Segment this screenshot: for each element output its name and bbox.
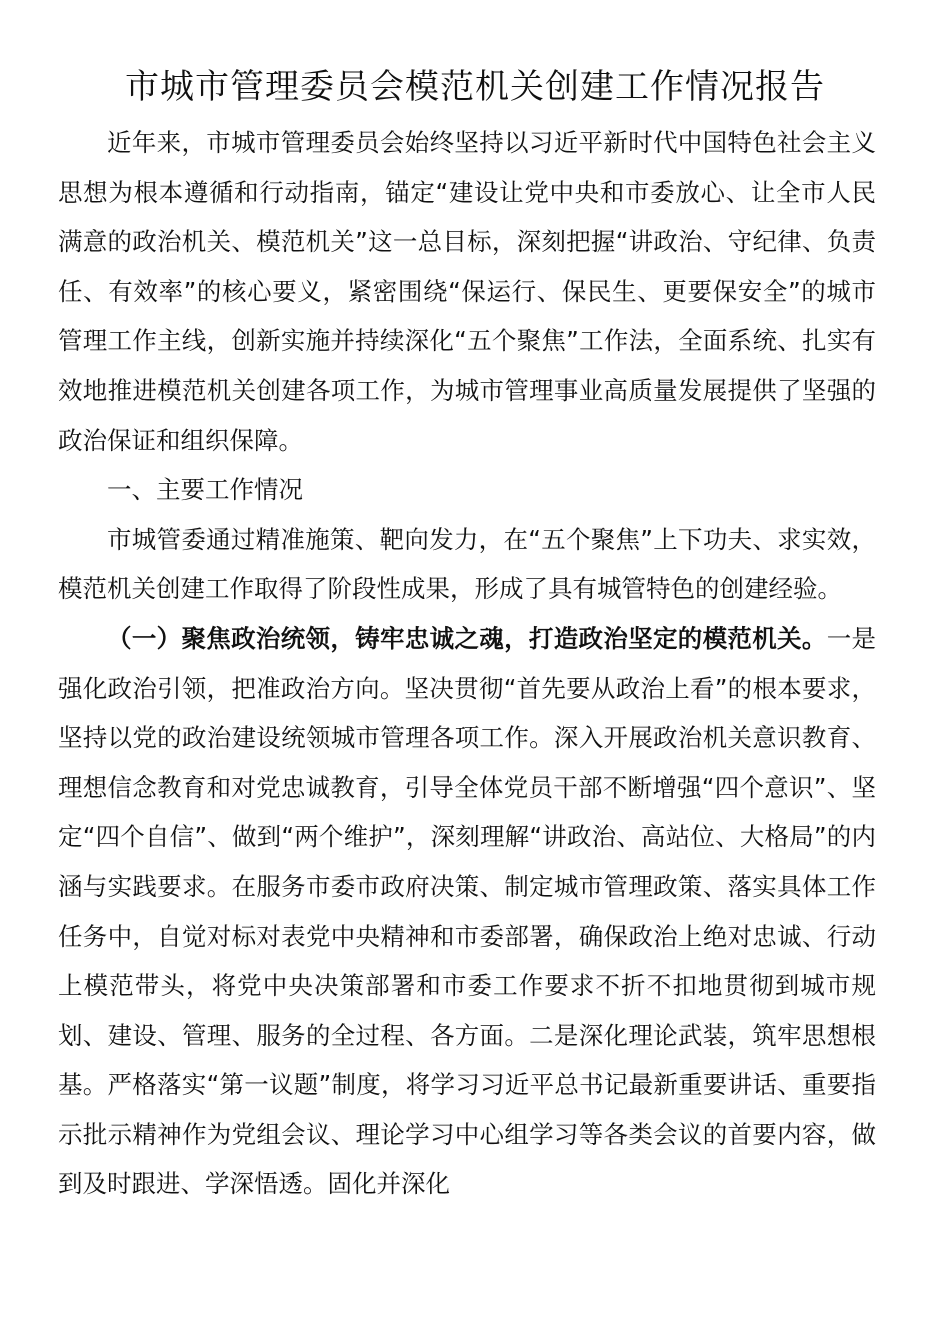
document-body <box>58 118 876 1209</box>
subsection-body: 一是强化政治引领，把准政治方向。坚决贯彻“首先要从政治上看”的根本要求，坚持以党的政治建设统领城市管理各项工作。深入开展政治机关意识教育、理想信念教育和对党忠诚教育，引导全体党员干部不断增强“四个意识”、坚定“四个自信”、做到“两个维护”，深刻理解“讲政治、高站位、大格局”的内涵与实践要求。在服务市委市政府决策、制定城市管理政策、落实具体工作任务中，自觉对标对表党中央精神和市委部署，确保政治上绝对忠诚、行动上模范带头，将党中央决策部署和市委工作要求不折不扣地贯彻到城市规划、建设、管理、服务的全过程、各方面。二是深化理论武装，筑牢思想根基。严格落实“第一议题”制度，将学习习近平总书记最新重要讲话、重要指示批示精神作为党组会议、理论学习中心组学习等各类会议的首要内容，做到及时跟进、学深悟透。固化并深化 <box>58 623 877 1199</box>
section-heading: 一、主要工作情况 <box>107 475 303 505</box>
document-title: 市城市管理委员会模范机关创建工作情况报告 <box>125 67 825 107</box>
intro-paragraph: 近年来，市城市管理委员会始终坚持以习近平新时代中国特色社会主义思想为根本遵循和行动指南，锚定“建设让党中央和市委放心、让全市人民满意的政治机关、模范机关”这一总目标，深刻把握“讲政治、守纪律、负责任、有效率”的核心要义，紧密围绕“保运行、保民生、更要保安全”的城市管理工作主线，创新实施并持续深化“五个聚焦”工作法，全面系统、扎实有效地推进模范机关创建各项工作，为城市管理事业高质量发展提供了坚强的政治保证和组织保障。 <box>58 128 876 455</box>
subsection-paragraph <box>58 614 876 1209</box>
section-paragraph: 市城管委通过精准施策、靶向发力，在“五个聚焦”上下功夫、求实效，模范机关创建工作取得了阶段性成果，形成了具有城管特色的创建经验。 <box>58 524 876 604</box>
subsection-heading: （一）聚焦政治统领，铸牢忠诚之魂，打造政治坚定的模范机关。 <box>107 623 827 653</box>
